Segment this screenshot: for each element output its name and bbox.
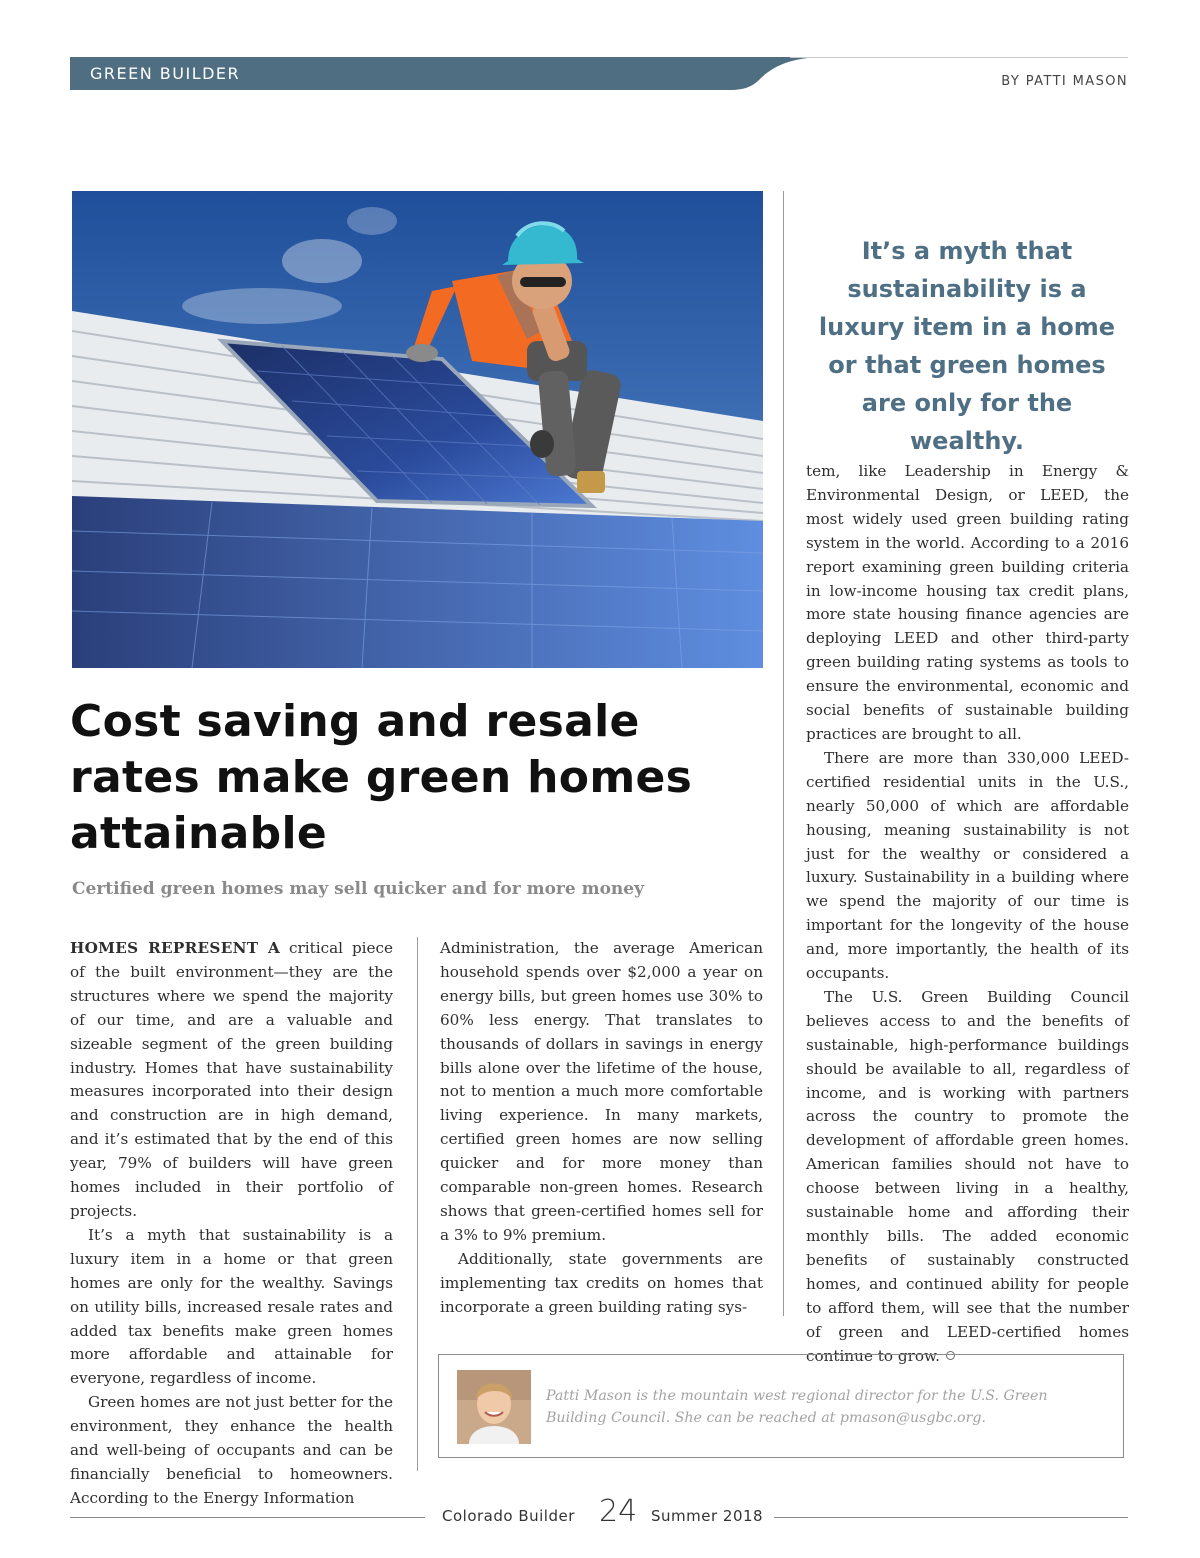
paragraph-4: Additionally, state governments are implementing tax credits on homes that incorporate a green building rating sys- bbox=[440, 1249, 763, 1316]
paragraph-1 bbox=[70, 937, 393, 1224]
footer-rule-right bbox=[774, 1517, 1128, 1518]
footer-issue: Summer 2018 bbox=[651, 1507, 764, 1525]
body-column-3 bbox=[806, 460, 1129, 1368]
paragraph-6 bbox=[806, 986, 1129, 1369]
paragraph-4-cont: tem, like Leadership in Energy & Environmental Design, or LEED, the most widely used green building rating system in the world. According to a 2016 report examining green building criteria in low-income housing tax credit plans, more state housing finance agencies are deploying LEED and other third-party green building rating systems as tools to ensure the environmental, economic and social benefits of sustainable building practices are brought to all. bbox=[806, 462, 1129, 743]
solar-installer-photo bbox=[72, 191, 763, 668]
paragraph-1-text: critical piece of the built environment—they are the structures where we spend the majority of our time, and are a valuable and sizeable segment of the green building industry. Homes that have sustainability measures incorporated into their design and construction are in high demand, and it’s estimated that by the end of this year, 79% of builders will have green homes included in their portfolio of projects. bbox=[70, 939, 393, 1220]
author-photo bbox=[457, 1370, 531, 1444]
column-divider-body bbox=[417, 937, 418, 1471]
paragraph-3-cont: Administration, the average American household spends over $2,000 a year on energy bills, but green homes use 30% to 60% less energy. That translates to thousands of dollars in savings in energy bills alone over the lifetime of the house, not to mention a much more comfortable living experience. In many markets, certified green homes are now selling quicker and for more money than comparable non-green homes. Research shows that green-certified homes sell for a 3% to 9% premium. bbox=[440, 939, 763, 1244]
section-label: GREEN BUILDER bbox=[90, 64, 241, 83]
body-column-1 bbox=[70, 937, 393, 1511]
paragraph-6-text: The U.S. Green Building Council believes access to and the benefits of sustainable, high-performance buildings should be available to all, regardless of income, and is working with partners across the country to promote the development of affordable green homes. American families should not have to choose between living in a healthy, sustainable home and affording their monthly bills. The added economic benefits of sustainably constructed homes, and continued ability for people to afford them, will see that the number of green and LEED-certified homes continue to grow. bbox=[806, 987, 1129, 1365]
footer-publication: Colorado Builder bbox=[442, 1507, 575, 1525]
subhead: Certified green homes may sell quicker and for more money bbox=[72, 879, 644, 899]
headline: Cost saving and resale rates make green homes attainable bbox=[70, 696, 693, 859]
header-rule bbox=[790, 57, 1128, 58]
author-bio-box bbox=[438, 1354, 1124, 1458]
footer-rule-left bbox=[70, 1517, 425, 1518]
column-divider-photo bbox=[783, 191, 784, 1316]
lead-in: HOMES REPRESENT A bbox=[70, 939, 281, 957]
page-number: 24 bbox=[599, 1494, 638, 1529]
author-bio-text: Patti Mason is the mountain west regional director for the U.S. Green Building Council. She can be reached at pmason@usgbc.org. bbox=[546, 1388, 1048, 1426]
pull-quote: It’s a myth that sustainability is a luxury item in a home or that green homes are only for the wealthy. bbox=[818, 237, 1116, 455]
body-column-2 bbox=[440, 937, 763, 1320]
paragraph-5: There are more than 330,000 LEED-certified residential units in the U.S., nearly 50,000 of which are affordable housing, meaning sustainability is not just for the wealthy or considered a luxury. Sustainability in a building where we spend the majority of our time is important for the longevity of the house and, more importantly, the health of its occupants. bbox=[806, 748, 1129, 983]
section-band bbox=[70, 57, 830, 90]
paragraph-3: Green homes are not just better for the environment, they enhance the health and well-being of occupants and can be financially beneficial to homeowners. According to the Energy Information bbox=[70, 1393, 393, 1507]
byline: BY PATTI MASON bbox=[1001, 74, 1128, 89]
paragraph-2: It’s a myth that sustainability is a luxury item in a home or that green homes are only for the wealthy. Savings on utility bills, increased resale rates and added tax benefits make green homes more affordable and attainable for everyone, regardless of income. bbox=[70, 1225, 393, 1388]
